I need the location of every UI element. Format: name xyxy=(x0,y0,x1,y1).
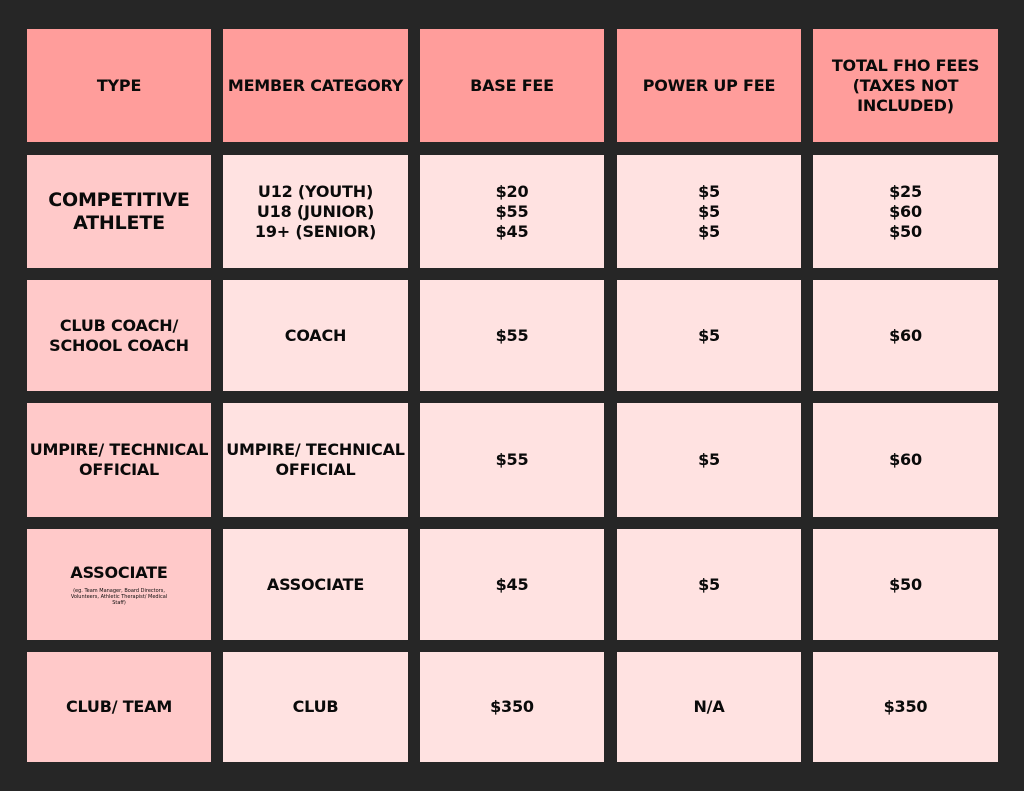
power-up-fee-value: $5 xyxy=(698,574,720,594)
type-line-1: CLUB/ TEAM xyxy=(65,697,173,716)
row-umpire-category xyxy=(223,403,408,517)
power-up-fee-line-2: $5 xyxy=(698,201,720,221)
base-fee-line-3: $45 xyxy=(495,221,529,241)
header-type xyxy=(27,29,211,142)
header-member-category xyxy=(223,29,408,142)
row-umpire-type xyxy=(27,403,211,517)
row-club-team-power-up-fee xyxy=(617,652,801,762)
row-club-team-total xyxy=(813,652,998,762)
power-up-fee-line-3: $5 xyxy=(698,221,720,241)
row-associate-category xyxy=(223,529,408,640)
category-line-2: OFFICIAL xyxy=(275,460,356,479)
total-value: $60 xyxy=(889,450,922,469)
category-line-1: COACH xyxy=(284,325,347,345)
type-line-1: ASSOCIATE xyxy=(70,563,168,582)
row-associate-total xyxy=(813,529,998,640)
total-line-1: $25 xyxy=(889,181,922,201)
row-competitive-athlete-power-up-fee xyxy=(617,155,801,268)
row-competitive-athlete-category xyxy=(223,155,408,268)
category-line-1: UMPIRE/ TECHNICAL xyxy=(226,440,405,459)
header-base-fee-label: BASE FEE xyxy=(470,75,554,95)
row-umpire-power-up-fee xyxy=(617,403,801,517)
type-line-2: ATHLETE xyxy=(73,211,165,234)
type-line-1: CLUB COACH/ xyxy=(59,315,179,335)
category-line-1: CLUB xyxy=(292,697,339,716)
row-club-team-type xyxy=(27,652,211,762)
header-power-up-fee xyxy=(617,29,801,142)
type-line-2: SCHOOL COACH xyxy=(49,335,189,355)
row-associate-base-fee xyxy=(420,529,604,640)
header-total-fho-fees xyxy=(813,29,998,142)
type-line-2: OFFICIAL xyxy=(78,460,160,479)
type-line-1: UMPIRE/ TECHNICAL xyxy=(29,440,209,459)
row-coach-type xyxy=(27,280,211,391)
total-line-3: $50 xyxy=(889,221,922,241)
header-type-label: TYPE xyxy=(96,75,142,95)
base-fee-line-2: $55 xyxy=(495,201,529,221)
row-umpire-base-fee xyxy=(420,403,604,517)
header-total-line-3: INCLUDED) xyxy=(857,95,954,115)
header-base-fee xyxy=(420,29,604,142)
total-line-2: $60 xyxy=(889,201,922,221)
associate-note: (eg. Team Manager, Board Directors, Volunteers, Athletic Therapist/ Medical Staff) xyxy=(70,588,168,606)
base-fee-value: $55 xyxy=(495,450,529,469)
category-line-2: U18 (JUNIOR) xyxy=(256,201,375,221)
total-value: $60 xyxy=(889,325,922,345)
row-coach-category xyxy=(223,280,408,391)
row-club-team-category xyxy=(223,652,408,762)
row-coach-base-fee xyxy=(420,280,604,391)
row-competitive-athlete-base-fee xyxy=(420,155,604,268)
row-coach-power-up-fee xyxy=(617,280,801,391)
row-umpire-total xyxy=(813,403,998,517)
header-power-up-fee-label: POWER UP FEE xyxy=(642,75,776,95)
total-value: $50 xyxy=(889,574,922,594)
type-line-1: COMPETITIVE xyxy=(48,188,190,211)
category-line-3: 19+ (SENIOR) xyxy=(254,221,377,241)
row-associate-type xyxy=(27,529,211,640)
base-fee-value: $45 xyxy=(495,574,529,594)
power-up-fee-value: $5 xyxy=(698,450,720,469)
row-associate-power-up-fee xyxy=(617,529,801,640)
category-line-1: ASSOCIATE xyxy=(266,574,365,594)
row-competitive-athlete-total xyxy=(813,155,998,268)
row-competitive-athlete-type xyxy=(27,155,211,268)
base-fee-value: $350 xyxy=(490,697,534,716)
category-line-1: U12 (YOUTH) xyxy=(257,181,374,201)
power-up-fee-value: $5 xyxy=(698,325,720,345)
row-club-team-base-fee xyxy=(420,652,604,762)
header-total-line-1: TOTAL FHO FEES xyxy=(831,55,980,75)
power-up-fee-value: N/A xyxy=(693,697,725,716)
power-up-fee-line-1: $5 xyxy=(698,181,720,201)
base-fee-value: $55 xyxy=(495,325,529,345)
total-value: $350 xyxy=(883,697,928,716)
header-total-line-2: (TAXES NOT xyxy=(852,75,959,95)
base-fee-line-1: $20 xyxy=(495,181,529,201)
header-member-category-label: MEMBER CATEGORY xyxy=(227,75,404,95)
row-coach-total xyxy=(813,280,998,391)
